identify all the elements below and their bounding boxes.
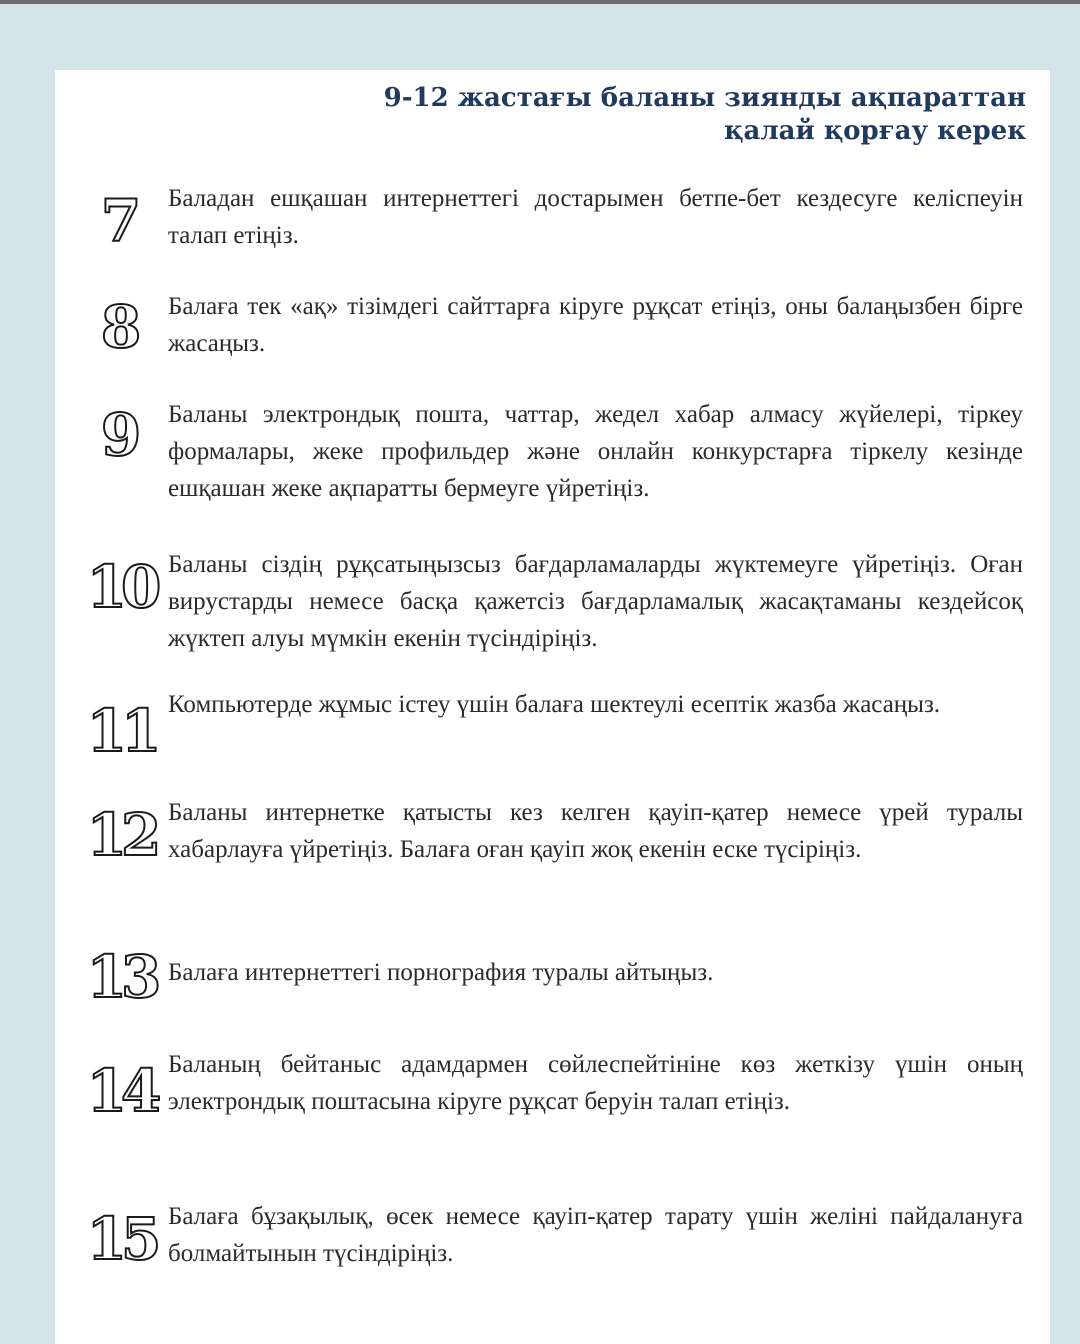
top-border <box>0 0 1080 4</box>
tip-number: 12 <box>86 801 156 869</box>
tip-text: Баланы сіздің рұқсатыңызсыз бағдарламаларды жүктемеуге үйретіңіз. Оған вирустарды немесе басқа қажетсіз бағдарламалық жасақтаманы кездейсоқ жүктеп алуы мүмкін екенін түсіндіріңіз. <box>168 551 1023 652</box>
tip-text: Балаға бұзақылық, өсек немесе қауіп-қатер тарату үшін желіні пайдалануға болмайтынын түсіндіріңіз. <box>168 1203 1023 1267</box>
tip-number: 14 <box>86 1057 156 1125</box>
tip-text: Баланың бейтаныс адамдармен сөйлеспейтініне көз жеткізу үшін оның электрондық поштасына кіруге рұқсат беруін талап етіңіз. <box>168 1051 1023 1115</box>
tip-number: 13 <box>86 943 156 1011</box>
page-title-line-1: 9-12 жастағы баланы зиянды ақпараттан <box>383 83 1026 113</box>
content-card <box>55 70 1050 1344</box>
tip-text: Баланы интернетке қатысты кез келген қауіп-қатер немесе үрей туралы хабарлауға үйретіңіз. Балаға оған қауіп жоқ екенін еске түсіріңіз. <box>168 799 1023 863</box>
tip-text: Баладан ешқашан интернеттегі достарымен бетпе-бет кездесуге келіспеуін талап етіңіз. <box>168 185 1023 249</box>
tip-text: Компьютерде жұмыс істеу үшін балаға шектеулі есептік жазба жасаңыз. <box>168 691 941 718</box>
tip-text: Баланы электрондық пошта, чаттар, жедел хабар алмасу жүйелері, тіркеу формалары, жеке профильдер және онлайн конкурстарға тіркелу кезінде ешқашан жеке ақпаратты бермеуге үйретіңіз. <box>168 401 1023 502</box>
page-title-line-2: қалай қорғау керек <box>724 116 1026 146</box>
page-title <box>384 82 1026 148</box>
tip-number: 10 <box>86 553 156 621</box>
tip-text: Балаға тек «ақ» тізімдегі сайттарға кіруге рұқсат етіңіз, оны балаңызбен бірге жасаңыз. <box>168 293 1023 357</box>
tip-number: 9 <box>100 401 142 469</box>
tip-number: 7 <box>100 187 142 255</box>
tip-number: 15 <box>86 1205 156 1273</box>
tip-text: Балаға интернеттегі порнография туралы айтыңыз. <box>168 959 714 986</box>
tip-number: 8 <box>100 293 142 361</box>
tip-number: 11 <box>86 697 156 765</box>
